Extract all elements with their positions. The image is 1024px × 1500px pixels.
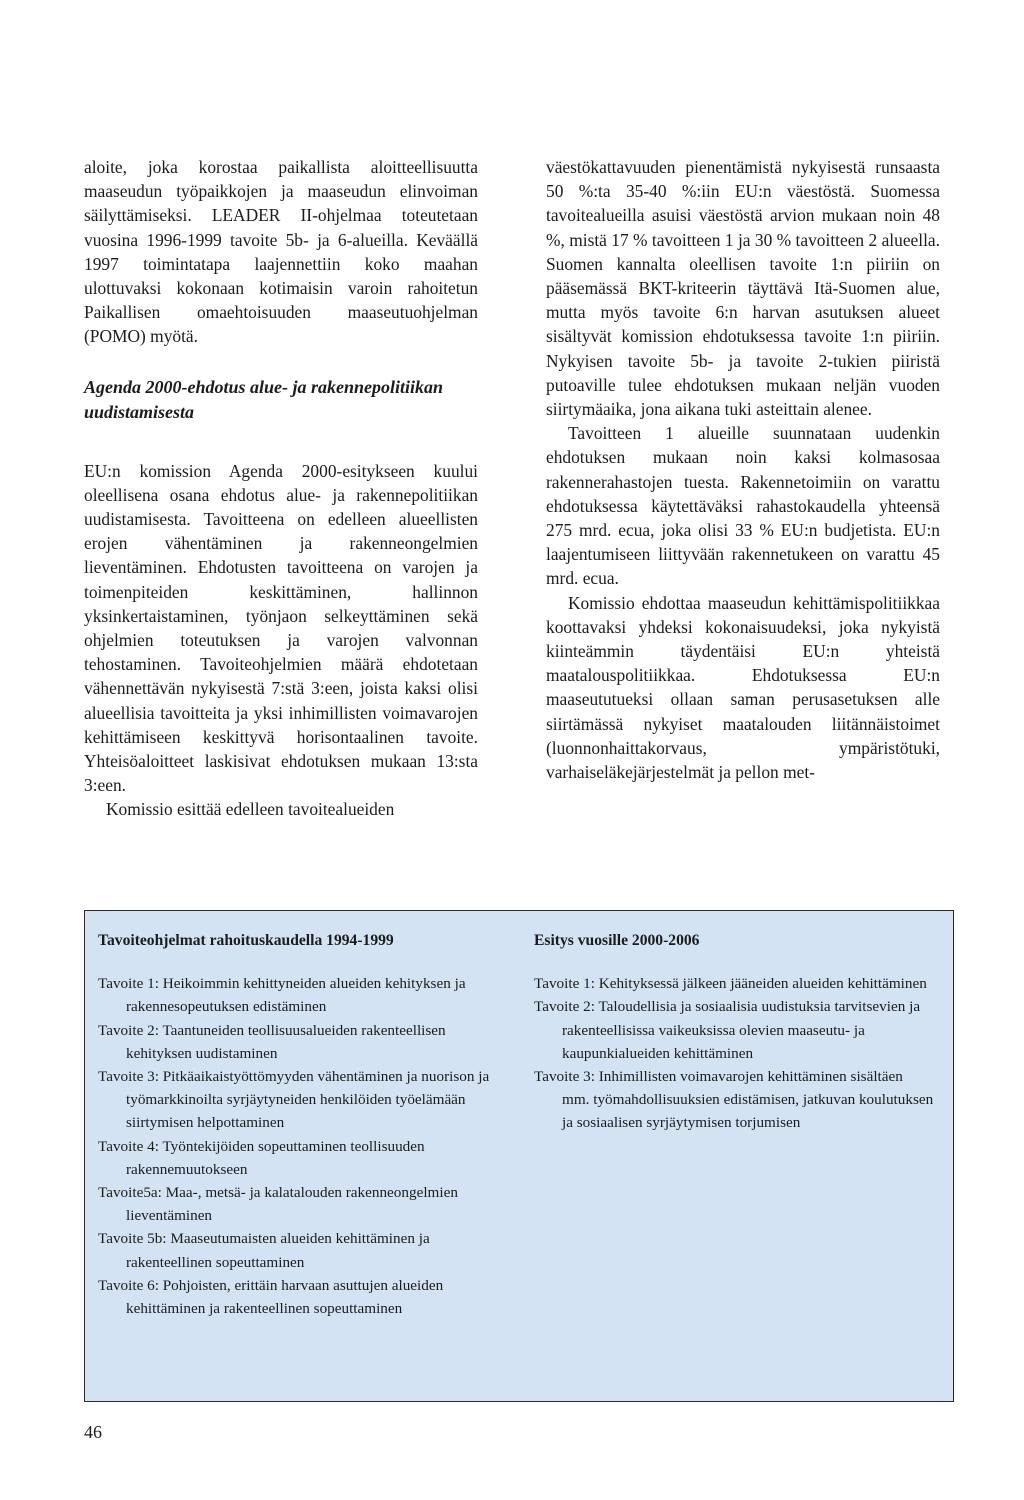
paragraph: väestökattavuuden pienentämistä nykyisestä runsaasta 50 %:ta 35-40 %:iin EU:n väestöstä. Suomessa tavoitealueilla asuisi väestöstä arvion mukaan noin 48 %, mistä 17 % tavoitteen 1 ja 30 % tavoitteen 2 alueella. Suomen kannalta oleellisen tavoite 1:n piiriin on pääsemässä BKT-kriteerin täyttävä Itä-Suomen alue, mutta myös tavoite 6:n harvan asutuksen alueet sisältyvät komission ehdotuksessa tavoite 1:n piiriin. Nykyisen tavoite 5b- ja tavoite 2-tukien piiristä putoaville tulee ehdotuksen mukaan neljän vuoden siirtymäaika, jona aikana tuki asteittain alenee. [546,157,940,420]
section-heading: Agenda 2000-ehdotus alue- ja rakennepolitiikan uudistamisesta [84,376,444,422]
box-right-column [534,929,934,1135]
box-right-title: Esitys vuosille 2000-2006 [534,932,700,949]
goal-item: Tavoite 6: Pohjoisten, erittäin harvaan asuttujen alueiden kehittäminen ja rakenteellinen sopeuttaminen [98,1276,444,1318]
right-text-column [546,155,940,784]
goal-item: Tavoite 3: Inhimillisten voimavarojen kehittäminen sisältäen mm. työmahdollisuuksien edistämisen, jatkuvan koulutuksen ja sosiaalisen syrjäytymisen torjumisen [534,1068,934,1132]
goal-item: Tavoite 1: Kehityksessä jälkeen jääneiden alueiden kehittäminen [534,975,927,993]
goal-item: Tavoite 3: Pitkäaikaistyöttömyyden vähentäminen ja nuorison ja työmarkkinoilta syrjäytyneiden henkilöiden työelämään siirtymisen helpottaminen [98,1068,490,1132]
goal-item: Tavoite 2: Taantuneiden teollisuusalueiden rakenteellisen kehityksen uudistaminen [98,1021,446,1062]
paragraph: EU:n komission Agenda 2000-esitykseen kuului oleellisena osana ehdotus alue- ja rakennepolitiikan uudistamisesta. Tavoitteena on edelleen alueellisten erojen vähentäminen ja rakenneongelmien lieventäminen. Ehdotusten tavoitteena on varojen ja toimenpiteiden keskittäminen, hallinnon yksinkertaistaminen, työnjaon selkeyttäminen sekä ohjelmien toteutuksen ja varojen valvonnan tehostaminen. Tavoiteohjelmien määrä ehdotetaan vähennettävän nykyisestä 7:stä 3:een, joista kaksi olisi alueellisia tavoitteita ja yksi inhimillisten voimavarojen kehittämiseen keskittyvä horisontaalinen tavoite. Yhteisöaloitteet laskisivat ehdotuksen mukaan 13:sta 3:een. [84,460,478,796]
goal-item: Tavoite 2: Taloudellisia ja sosiaalisia uudistuksia tarvitsevien ja rakenteellisissa vaikeuksissa olevien maaseutu- ja kaupunkialueiden kehittäminen [534,998,921,1062]
goal-item: Tavoite 5b: Maaseutumaisten alueiden kehittäminen ja rakenteellinen sopeuttaminen [98,1230,430,1271]
left-text-column [84,155,478,822]
goal-item: Tavoite 1: Heikoimmin kehittyneiden alueiden kehityksen ja rakennesopeutuksen edistäminen [98,975,466,1016]
paragraph: Komissio esittää edelleen tavoitealueiden [106,799,395,820]
program-comparison-box [84,910,954,1402]
goal-item: Tavoite5a: Maa-, metsä- ja kalatalouden rakenneongelmien lieventäminen [98,1184,458,1225]
box-left-title: Tavoiteohjelmat rahoituskaudella 1994-1999 [98,932,394,949]
box-left-column [98,929,510,1320]
page-number: 46 [84,1422,102,1442]
paragraph: Komissio ehdottaa maaseudun kehittämispolitiikkaa koottavaksi yhdeksi kokonaisuudeksi, joka nykyistä kiinteämmin täydentäisi EU:n yhteistä maatalouspolitiikkaa. Ehdotuksessa EU:n maaseututueksi ollaan saman perusasetuksen alle siirtämässä nykyiset maatalouden liitännäistoimet (luonnonhaittakorvaus, ympäristötuki, varhaiseläkejärjestelmät ja pellon met- [546,592,940,783]
paragraph: aloite, joka korostaa paikallista aloitteellisuutta maaseudun työpaikkojen ja maaseudun elinvoiman säilyttämiseksi. LEADER II-ohjelmaa toteutetaan vuosina 1996-1999 tavoite 5b- ja 6-alueilla. Keväällä 1997 toimintatapa laajennettiin koko maahan ulottuvaksi kokonaan kotimaisin varoin rahoitetun Paikallisen omaehtoisuuden maaseutuohjelman (POMO) myötä. [84,157,478,347]
paragraph: Tavoitteen 1 alueille suunnataan uudenkin ehdotuksen mukaan noin kaksi kolmasosaa rakennerahastojen tuesta. Rakennetoimiin on varattu ehdotuksessa käytettäväksi rahastokaudella yhteensä 275 mrd. ecua, joka olisi 33 % EU:n budjetista. EU:n laajentumiseen liittyvään rakennetukeen on varattu 45 mrd. ecua. [546,423,940,589]
goal-item: Tavoite 4: Työntekijöiden sopeuttaminen teollisuuden rakennemuutokseen [98,1137,425,1178]
